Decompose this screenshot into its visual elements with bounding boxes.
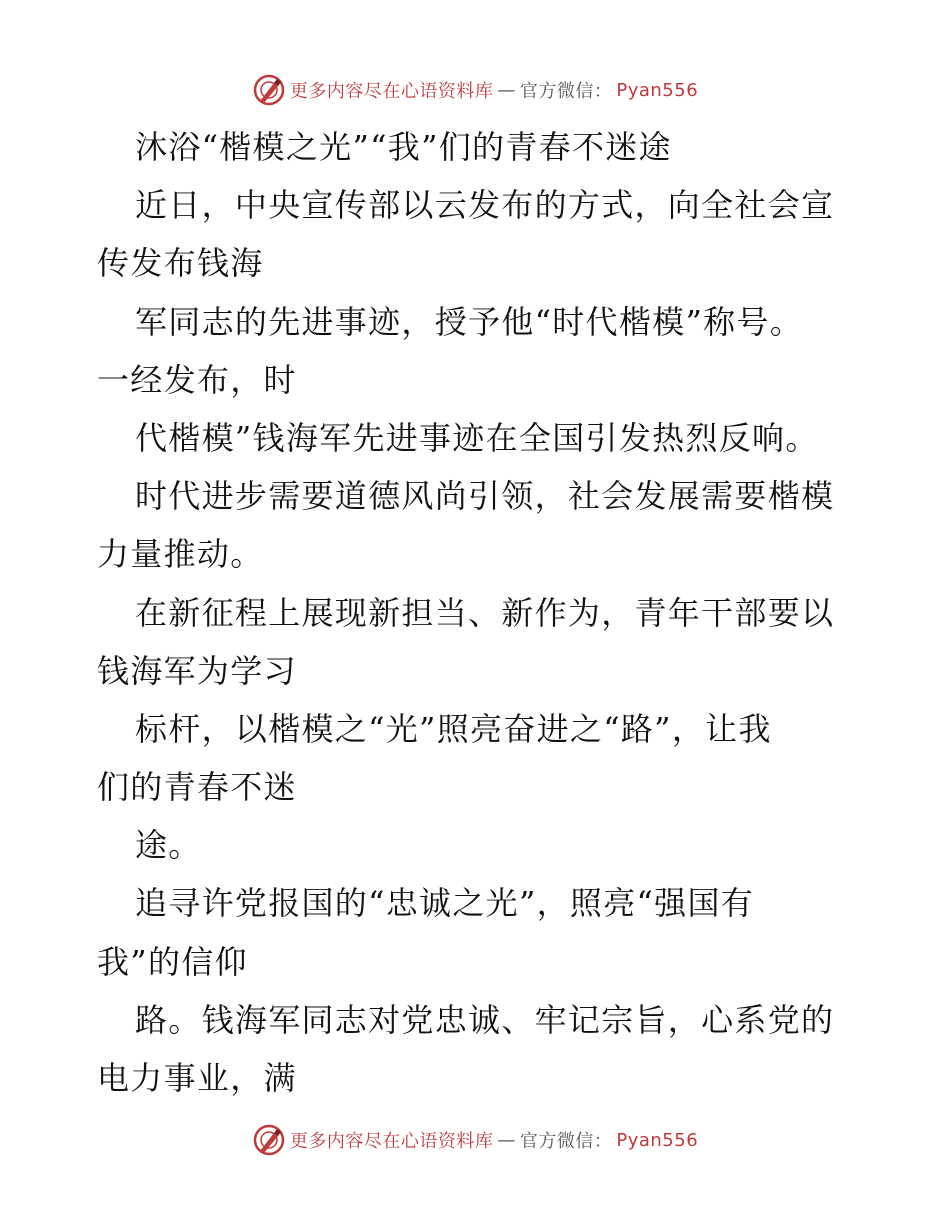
paragraph-line: 路。钱海军同志对党忠诚、牢记宗旨，心系党的: [135, 1000, 835, 1039]
footer-official-text: 官方微信：: [519, 1131, 613, 1152]
paragraph-line: 一经发布，时: [97, 360, 297, 399]
footer-brand-text: 更多内容尽在心语资料库: [289, 1131, 494, 1152]
paragraph-line: 追寻许党报国的“忠诚之光”，照亮“强国有: [135, 884, 755, 923]
paragraph-line: 在新征程上展现新担当、新作为，青年干部要以: [135, 593, 835, 632]
pen-logo-icon: [252, 1123, 286, 1157]
header-official-text: 官方微信：: [519, 81, 613, 102]
footer-wechat-id: Pyan556: [616, 1129, 699, 1151]
paragraph-line: 们的青春不迷: [97, 768, 297, 807]
header-wechat-id: Pyan556: [616, 79, 699, 101]
paragraph-line: 电力事业，满: [97, 1059, 297, 1097]
header-brand-text: 更多内容尽在心语资料库: [289, 81, 494, 102]
paragraph-line: 军同志的先进事迹，授予他“时代楷模”称号。: [135, 302, 804, 341]
paragraph-line: 代楷模”钱海军先进事迹在全国引发热烈反响。: [135, 418, 819, 457]
paragraph-line: 钱海军为学习: [97, 651, 297, 690]
paragraph-line: 传发布钱海: [97, 244, 264, 283]
paragraph-line: 时代进步需要道德风尚引领，社会发展需要楷模: [135, 477, 835, 516]
document-title: 沐浴“楷模之光”“我”们的青春不迷途: [135, 128, 672, 166]
header-watermark: [0, 70, 950, 110]
footer-dash: —: [497, 1129, 516, 1151]
paragraph-line: 途。: [135, 826, 202, 865]
header-dash: —: [497, 79, 516, 101]
paragraph-line: 我”的信仰: [97, 942, 248, 981]
pen-logo-icon: [252, 73, 286, 107]
footer-watermark: [0, 1120, 950, 1160]
paragraph-line: 力量推动。: [97, 535, 264, 574]
document-body: [97, 118, 857, 1107]
paragraph-line: 标杆，以楷模之“光”照亮奋进之“路”，让我: [135, 709, 772, 748]
paragraph-line: 近日，中央宣传部以云发布的方式，向全社会宣: [135, 186, 835, 225]
